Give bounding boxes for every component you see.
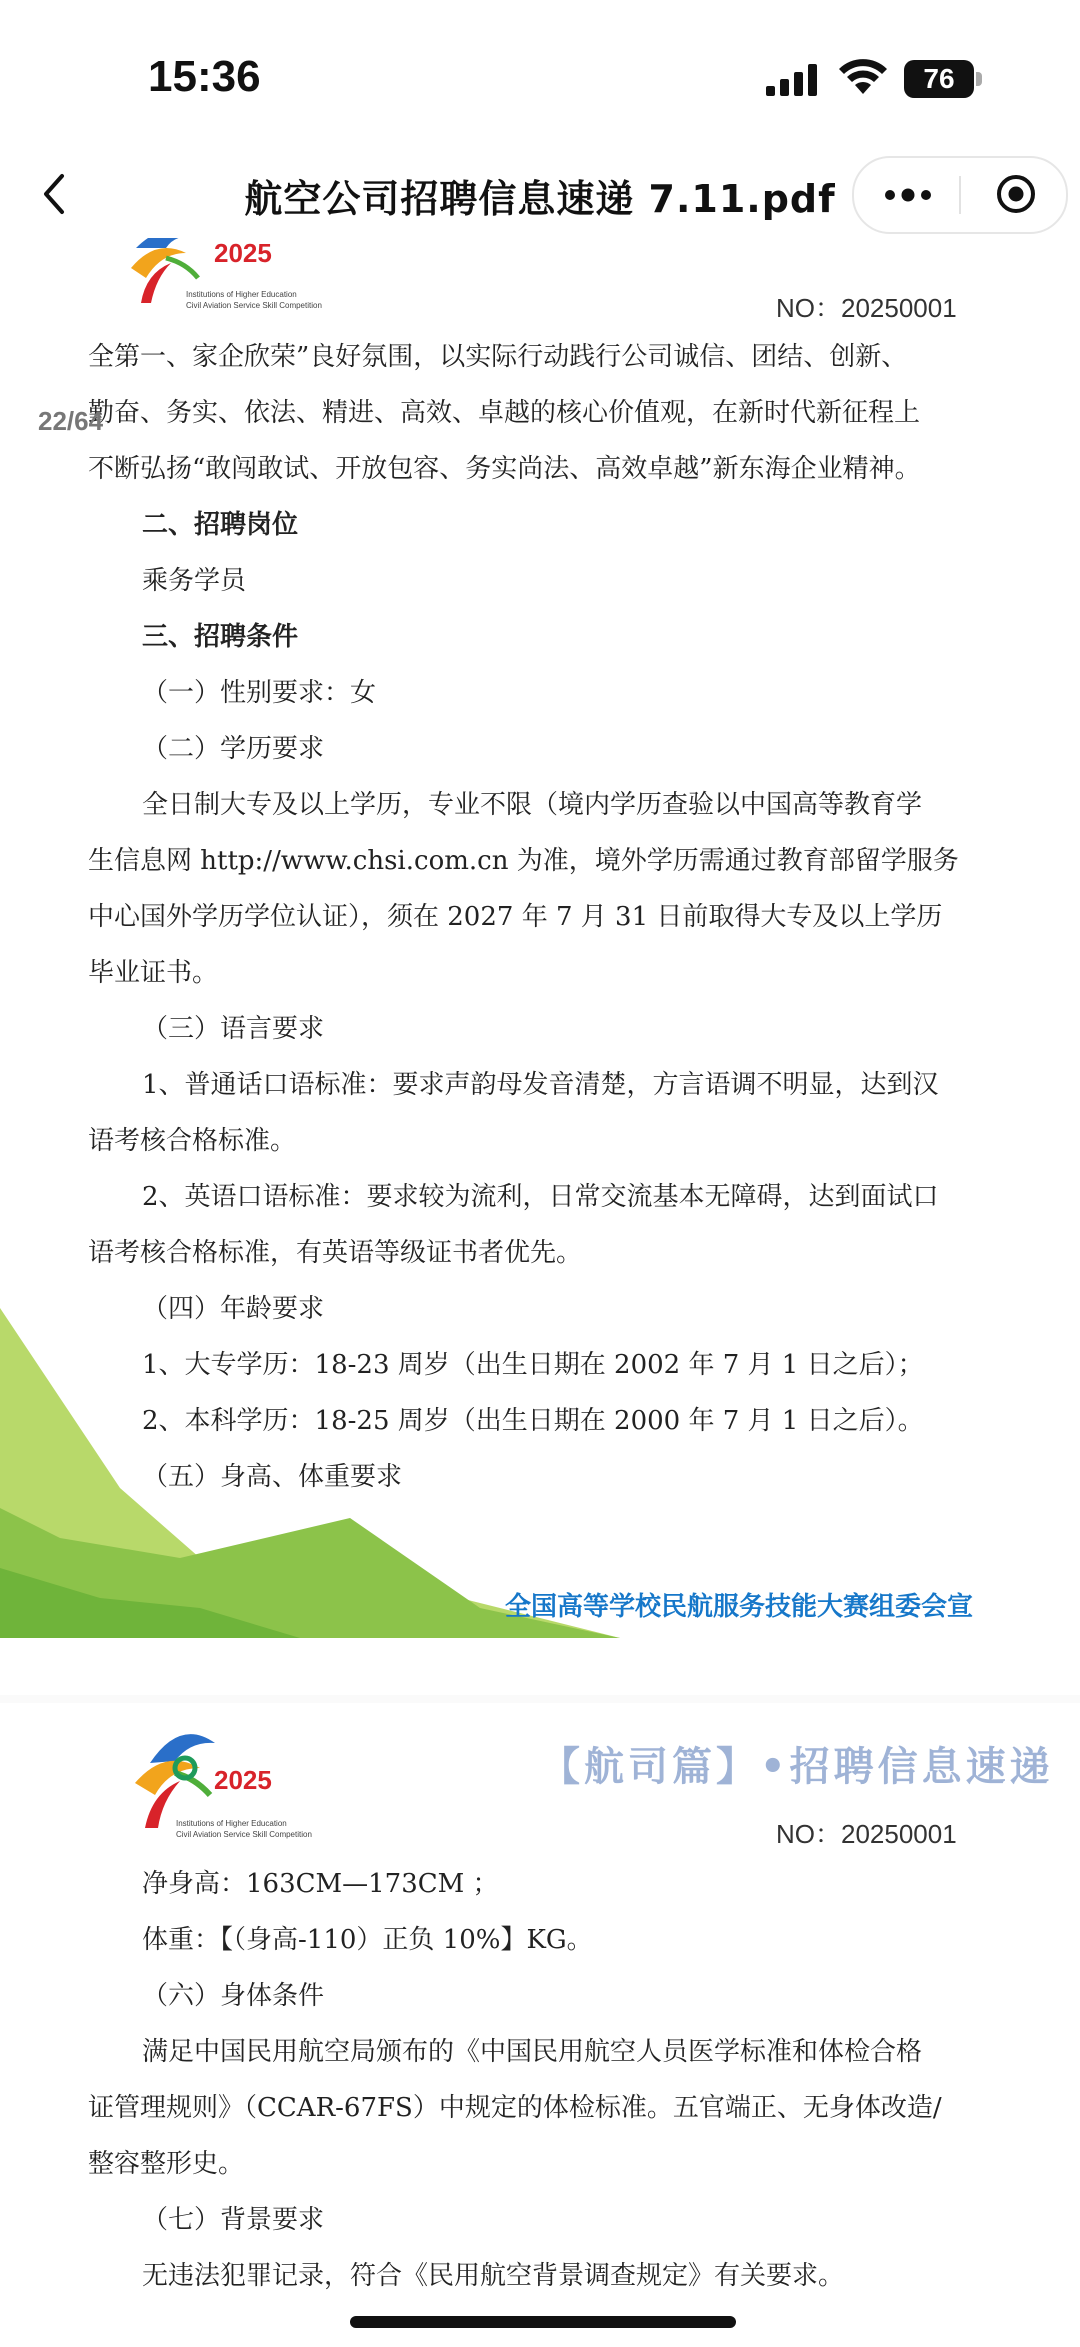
body-line: 乘务学员 (142, 566, 247, 596)
status-time: 15:36 (148, 52, 261, 101)
body-line: 1、大专学历：18-23 周岁（出生日期在 2002 年 7 月 1 日之后）； (142, 1350, 924, 1380)
body-line: 整容整形史。 (88, 2149, 245, 2179)
nav-bar (0, 150, 1080, 238)
battery-icon (904, 60, 974, 98)
body-line: 2、英语口语标准：要求较为流利，日常交流基本无障碍，达到面试口 (142, 1182, 939, 1212)
body-line: 毕业证书。 (88, 958, 219, 988)
body-line: 2、本科学历：18-25 周岁（出生日期在 2000 年 7 月 1 日之后）。 (142, 1406, 924, 1436)
body-line: （四）年龄要求 (142, 1294, 325, 1324)
page-header-title: 【航司篇】•招聘信息速递 (540, 1743, 1054, 1790)
battery-tip (976, 72, 982, 86)
logo-year: 2025 (214, 238, 272, 268)
mini-program-capsule (852, 156, 1068, 234)
section-heading: 二、招聘岗位 (142, 510, 299, 540)
logo-subtitle: Institutions of Higher Education (186, 290, 297, 299)
pdf-viewer[interactable] (0, 238, 1080, 2347)
body-line: 证管理规则》（CCAR-67FS）中规定的体检标准。五官端正、无身体改造/ (88, 2093, 942, 2123)
page-indicator: 22/64 (38, 406, 104, 436)
logo-subtitle-2: Civil Aviation Service Skill Competition (186, 301, 322, 310)
document-number: NO：20250001 (776, 293, 957, 323)
capsule-divider (959, 176, 961, 214)
body-line: 净身高：163CM—173CM ； (142, 1869, 499, 1899)
body-line: 满足中国民用航空局颁布的《中国民用航空人员医学标准和体检合格 (142, 2037, 923, 2067)
body-line: 不断弘扬“敢闯敢试、开放包容、务实尚法、高效卓越”新东海企业精神。 (88, 454, 921, 484)
battery-level: 76 (923, 63, 955, 94)
body-line: （六）身体条件 (142, 1981, 325, 2011)
pdf-page (0, 1703, 1080, 2347)
document-number: NO：20250001 (776, 1819, 957, 1849)
pdf-page (0, 238, 1080, 1695)
body-line: 中心国外学历学位认证），须在 2027 年 7 月 31 日前取得大专及以上学历 (88, 902, 943, 932)
page-header-title (544, 238, 1058, 239)
body-line: 全日制大专及以上学历，专业不限（境内学历查验以中国高等教育学 (142, 790, 923, 820)
home-indicator[interactable] (350, 2316, 736, 2328)
close-miniprogram-icon[interactable] (996, 174, 1036, 214)
body-line: （三）语言要求 (142, 1014, 325, 1044)
body-line: 全第一、家企欣荣”良好氛围，以实际行动践行公司诚信、团结、创新、 (88, 342, 908, 372)
competition-logo-icon (130, 1723, 220, 1833)
cellular-signal-icon (766, 64, 822, 96)
body-line: 1、普通话口语标准：要求声韵母发音清楚，方言语调不明显，达到汉 (142, 1070, 939, 1100)
page-title: 航空公司招聘信息速递 7.11.pdf (244, 177, 836, 221)
body-line: 语考核合格标准。 (88, 1126, 297, 1156)
body-line: 生信息网 http://www.chsi.com.cn 为准，境外学历需通过教育部留学服务 (88, 846, 959, 876)
body-line: （二）学历要求 (142, 734, 325, 764)
body-line: 体重：【（身高-110）正负 10%】KG。 (142, 1925, 593, 1955)
wifi-icon (838, 58, 888, 96)
body-line: 勤奋、务实、依法、精进、高效、卓越的核心价值观，在新时代新征程上 (88, 398, 921, 428)
more-options-icon[interactable] (884, 183, 932, 207)
logo-subtitle-2: Civil Aviation Service Skill Competition (176, 1830, 312, 1839)
body-line: 语考核合格标准，有英语等级证书者优先。 (88, 1238, 583, 1268)
footer-caption: 全国高等学校民航服务技能大赛组委会宣 (505, 1591, 974, 1621)
body-line: （七）背景要求 (142, 2205, 325, 2235)
status-bar (0, 0, 1080, 150)
body-line: （五）身高、体重要求 (142, 1462, 403, 1492)
body-line: （一）性别要求：女 (142, 678, 377, 708)
body-line: 无违法犯罪记录，符合《民用航空背景调查规定》有关要求。 (142, 2261, 845, 2291)
section-heading: 三、招聘条件 (142, 622, 299, 652)
logo-year: 2025 (214, 1765, 272, 1795)
logo-subtitle: Institutions of Higher Education (176, 1819, 287, 1828)
